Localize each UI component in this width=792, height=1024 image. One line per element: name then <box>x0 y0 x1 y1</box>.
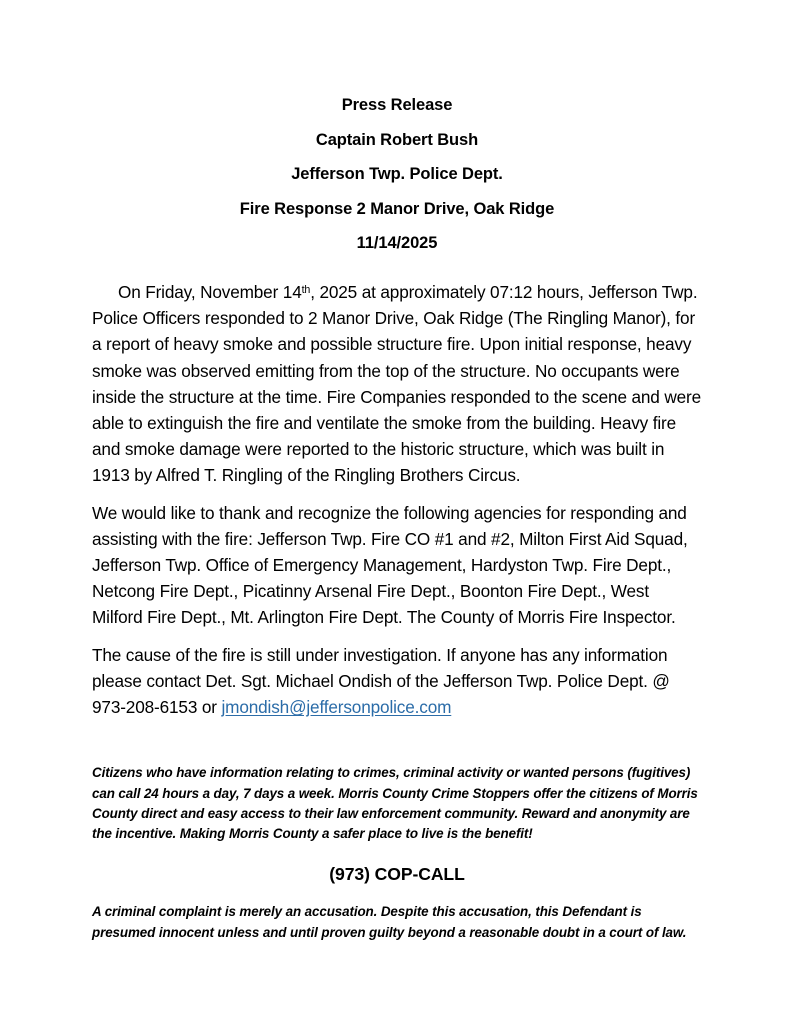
heading-subject: Fire Response 2 Manor Drive, Oak Ridge <box>239 199 555 218</box>
incident-text-part1: On Friday, November 14 <box>118 281 302 302</box>
date-ordinal-suffix: th <box>301 284 311 297</box>
press-release-heading <box>92 0 702 261</box>
contact-paragraph <box>92 642 702 721</box>
document-content <box>92 0 702 943</box>
email-link[interactable]: jmondish@jeffersonpolice.com <box>221 697 452 718</box>
agencies-paragraph: We would like to thank and recognize the following agencies for responding and assisting with the fire: Jefferson Twp. Fire CO #1 and #2, Milton First Aid Squad, Jefferson Twp. Office of Emergency Management, Hardyston Twp. Fire Dept., Netcong Fire Dept., Picatinny Arsenal Fire Dept., Boonton Fire Dept., West Milford Fire Dept., Mt. Arlington Fire Dept. The County of Morris Fire Inspector. <box>92 502 688 628</box>
contact-text: The cause of the fire is still under investigation. If anyone has any information please contact Det. Sgt. Michael Ondish of the Jefferson Twp. Police Dept. @ 973-208-6153 or <box>92 644 670 718</box>
heading-department: Jefferson Twp. Police Dept. <box>291 165 503 184</box>
tip-line-number: (973) COP-CALL <box>329 864 465 885</box>
heading-title: Press Release <box>341 96 453 114</box>
legal-disclaimer: A criminal complaint is merely an accusation. Despite this accusation, this Defendant is presumed innocent unless and until proven guilty beyond a reasonable doubt in a court of law. <box>92 904 687 940</box>
crime-stoppers-notice: Citizens who have information relating to crimes, criminal activity or wanted persons (fugitives) can call 24 hours a day, 7 days a week. Morris County Crime Stoppers offer the citizens of Morris County direct and easy access to their law enforcement community. Reward and anonymity are the incentive. Making Morris County a safer place to live is the benefit! <box>92 765 698 842</box>
heading-officer-name: Captain Robert Bush <box>315 130 479 149</box>
incident-text-part2: , 2025 at approximately 07:12 hours, Jefferson Twp. Police Officers responded to 2 Manor Drive, Oak Ridge (The Ringling Manor), for a report of heavy smoke and possible structure fire. Upon initial response, heavy smoke was observed emitting from the top of the structure. No occupants were inside the structure at the time. Fire Companies responded to the scene and were able to extinguish the fire and ventilate the smoke from the building. Heavy fire and smoke damage were reported to the historic structure, which was built in 1913 by Alfred T. Ringling of the Ringling Brothers Circus. <box>92 281 701 486</box>
incident-paragraph <box>92 279 702 489</box>
heading-date: 11/14/2025 <box>356 234 438 253</box>
